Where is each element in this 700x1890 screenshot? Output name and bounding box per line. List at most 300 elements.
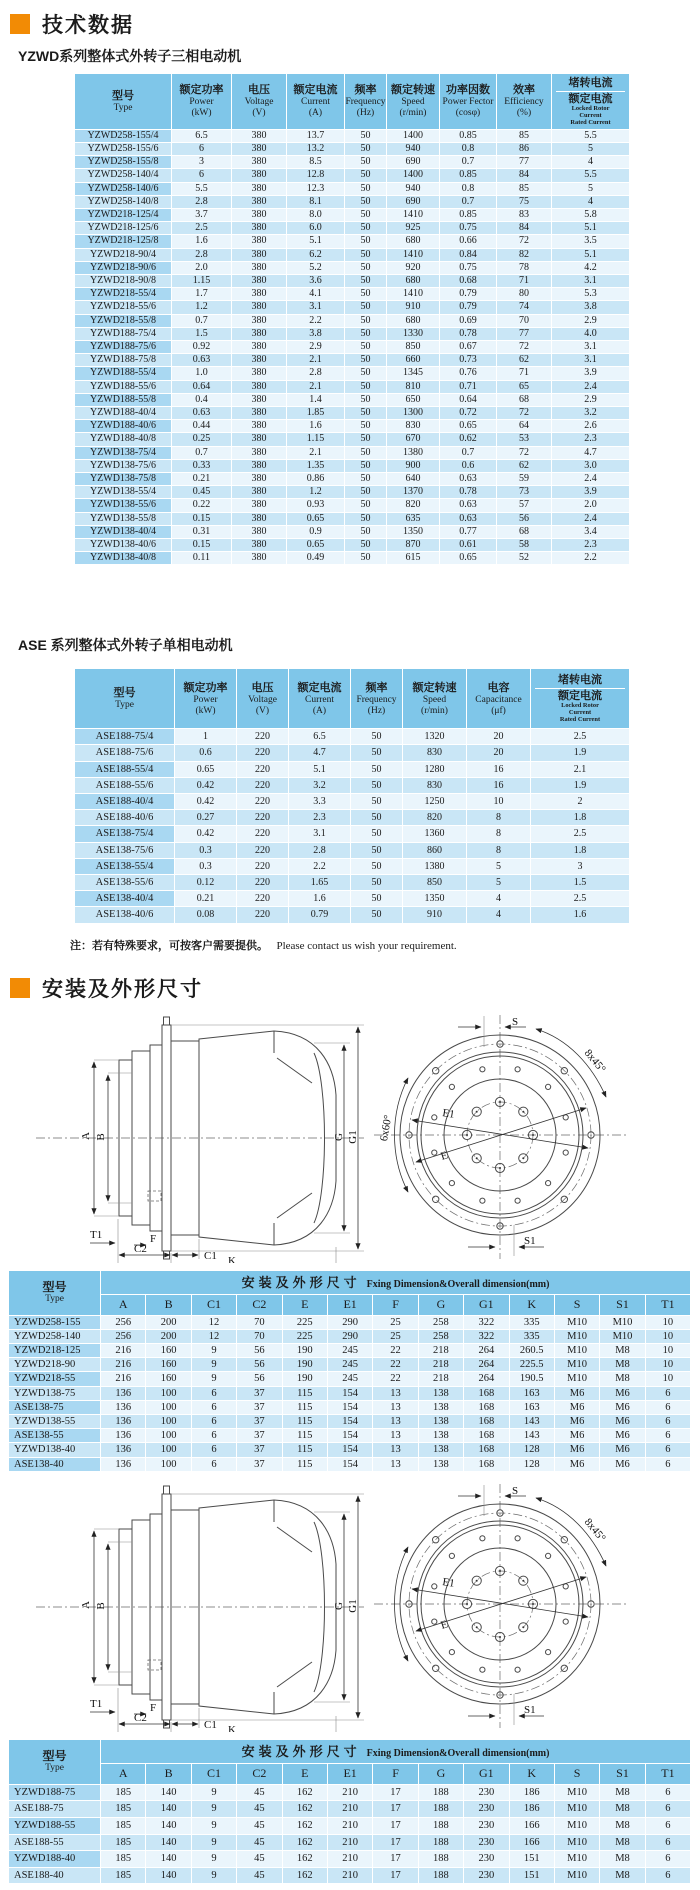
- table-row: [75, 407, 630, 420]
- cell-value: 0.45: [172, 486, 232, 499]
- cell-value: 13.7: [287, 130, 345, 143]
- cell-type: YZWD258-140/8: [75, 196, 172, 209]
- cell-type: YZWD138-40/6: [75, 539, 172, 552]
- cell-value: 50: [345, 433, 387, 446]
- cell-type: ASE138-40: [9, 1458, 101, 1472]
- motor-dimension-drawing: [22, 1013, 672, 1263]
- cell-value: 5: [552, 143, 630, 156]
- cell-value: 0.84: [440, 249, 497, 262]
- table-row: [75, 473, 630, 486]
- table-row: [9, 1415, 691, 1429]
- cell-type: ASE188-55: [9, 1835, 101, 1852]
- cell-value: 6: [646, 1785, 691, 1802]
- cell-value: 210: [328, 1801, 373, 1818]
- header-cn: 额定电流: [558, 690, 602, 703]
- cell-value: 0.7: [440, 156, 497, 169]
- cell-value: 1.65: [289, 875, 351, 891]
- cell-value: 138: [419, 1458, 464, 1472]
- cell-value: 2.8: [289, 843, 351, 859]
- cell-value: 6: [646, 1801, 691, 1818]
- cell-value: 830: [387, 420, 440, 433]
- cell-value: 380: [232, 473, 287, 486]
- cell-value: 1.35: [287, 460, 345, 473]
- cell-value: 3.4: [552, 526, 630, 539]
- cell-value: 13.2: [287, 143, 345, 156]
- table-row: [75, 433, 630, 446]
- cell-value: 160: [146, 1344, 191, 1358]
- cell-value: 136: [101, 1458, 146, 1472]
- column-header: F: [373, 1295, 418, 1316]
- dim-label-G1: G1: [347, 1129, 359, 1144]
- cell-type: YZWD188-75/6: [75, 341, 172, 354]
- cell-type: YZWD188-40: [9, 1851, 101, 1868]
- cell-value: 50: [345, 328, 387, 341]
- cell-value: 290: [328, 1330, 373, 1344]
- cell-type: ASE188-55/4: [75, 762, 175, 778]
- header-unit: (A): [308, 108, 323, 119]
- cell-value: 0.22: [172, 499, 232, 512]
- cell-value: 0.3: [175, 843, 237, 859]
- cell-value: 20: [467, 729, 531, 745]
- dim-label-C2: C2: [134, 1242, 147, 1255]
- cell-type: ASE138-75/6: [75, 843, 175, 859]
- installation-title: 安装及外形尺寸: [42, 977, 203, 1001]
- cell-value: 50: [345, 486, 387, 499]
- cell-value: 10: [646, 1330, 691, 1344]
- cell-value: 163: [510, 1387, 555, 1401]
- cell-value: 50: [351, 907, 403, 923]
- cell-value: 50: [345, 156, 387, 169]
- dim-label-E: E: [439, 1618, 450, 1632]
- cell-value: 9: [192, 1785, 237, 1802]
- cell-value: 820: [403, 810, 467, 826]
- cell-value: 5.8: [552, 209, 630, 222]
- cell-value: 335: [510, 1316, 555, 1330]
- cell-value: 1.9: [531, 778, 630, 794]
- cell-value: 220: [237, 859, 289, 875]
- cell-value: 140: [146, 1801, 191, 1818]
- cell-value: 0.64: [440, 394, 497, 407]
- table-body: [9, 1316, 691, 1472]
- cell-value: 50: [345, 249, 387, 262]
- cell-value: 115: [283, 1443, 328, 1457]
- cell-value: 83: [497, 209, 552, 222]
- cell-value: 220: [237, 843, 289, 859]
- cell-value: 200: [146, 1316, 191, 1330]
- table-row: [75, 130, 630, 143]
- column-header: [351, 669, 403, 729]
- cell-value: 100: [146, 1429, 191, 1443]
- table-row: [9, 1316, 691, 1330]
- cell-value: 6: [646, 1835, 691, 1852]
- cell-value: M10: [555, 1344, 600, 1358]
- header-cn: 功率因数: [446, 84, 490, 97]
- cell-value: 3.8: [552, 301, 630, 314]
- cell-type: YZWD218-90/6: [75, 262, 172, 275]
- cell-value: 2.3: [289, 810, 351, 826]
- cell-value: M10: [555, 1868, 600, 1885]
- header-en: Frequency: [345, 97, 386, 108]
- cell-value: M8: [600, 1358, 645, 1372]
- header-unit: (Hz): [356, 108, 375, 119]
- cell-value: M10: [555, 1851, 600, 1868]
- header-cn: 额定电流: [293, 84, 338, 97]
- dim-label-C2: C2: [134, 1711, 147, 1724]
- cell-value: 188: [419, 1868, 464, 1885]
- cell-value: 0.6: [175, 745, 237, 761]
- cell-value: 138: [419, 1415, 464, 1429]
- dim-label-K: K: [228, 1254, 236, 1263]
- cell-value: 1.6: [289, 891, 351, 907]
- column-header: [237, 669, 289, 729]
- dim-label-F: F: [150, 1232, 157, 1245]
- cell-value: 0.08: [175, 907, 237, 923]
- cell-value: 70: [237, 1316, 282, 1330]
- table-row: [75, 486, 630, 499]
- column-header: T1: [646, 1295, 691, 1316]
- cell-value: 940: [387, 143, 440, 156]
- cell-value: 380: [232, 235, 287, 248]
- cell-value: 1.4: [287, 394, 345, 407]
- cell-value: 1350: [387, 526, 440, 539]
- cell-type: ASE188-40: [9, 1868, 101, 1885]
- cell-value: 188: [419, 1818, 464, 1835]
- cell-value: 220: [237, 745, 289, 761]
- cell-value: 2.8: [287, 367, 345, 380]
- cell-value: 50: [345, 301, 387, 314]
- cell-value: 75: [497, 196, 552, 209]
- cell-value: 1.8: [531, 810, 630, 826]
- band-title-en: Fxing Dimension&Overall dimension(mm): [366, 1279, 550, 1291]
- cell-value: 1.5: [531, 875, 630, 891]
- table-row: [75, 810, 630, 826]
- cell-value: 22: [373, 1358, 418, 1372]
- cell-value: 168: [464, 1401, 509, 1415]
- cell-value: 128: [510, 1458, 555, 1472]
- band-title-cn: 安装及外形尺寸: [241, 1744, 361, 1760]
- cell-value: 1370: [387, 486, 440, 499]
- table-row: [75, 859, 630, 875]
- cell-value: 0.27: [175, 810, 237, 826]
- table-row: [75, 460, 630, 473]
- cell-value: 1350: [403, 891, 467, 907]
- table-row: [9, 1818, 691, 1835]
- cell-value: 185: [101, 1801, 146, 1818]
- column-header: G: [419, 1764, 464, 1785]
- cell-value: 50: [345, 275, 387, 288]
- cell-value: 22: [373, 1372, 418, 1386]
- table-row: [75, 301, 630, 314]
- cell-value: 830: [403, 745, 467, 761]
- cell-value: 220: [237, 729, 289, 745]
- cell-value: M10: [555, 1818, 600, 1835]
- cell-value: 0.42: [175, 826, 237, 842]
- cell-value: 322: [464, 1316, 509, 1330]
- cell-value: 2.8: [172, 196, 232, 209]
- cell-value: 17: [373, 1868, 418, 1885]
- cell-type: YZWD138-55: [9, 1415, 101, 1429]
- cell-value: 68: [497, 526, 552, 539]
- cell-value: 225: [283, 1316, 328, 1330]
- column-header: E1: [328, 1764, 373, 1785]
- dim-label-angle-right: 8x45°: [581, 1516, 608, 1544]
- header-unit: (kW): [195, 705, 216, 716]
- cell-value: 86: [497, 143, 552, 156]
- cell-value: 225: [283, 1330, 328, 1344]
- cell-value: 1320: [403, 729, 467, 745]
- cell-type: ASE188-75/6: [75, 745, 175, 761]
- cell-value: 615: [387, 552, 440, 565]
- type-column-header: [9, 1271, 101, 1316]
- cell-value: 850: [387, 341, 440, 354]
- cell-value: 9: [192, 1801, 237, 1818]
- cell-value: 100: [146, 1415, 191, 1429]
- header-unit: (μf): [491, 705, 506, 716]
- cell-value: 138: [419, 1401, 464, 1415]
- cell-value: 1380: [403, 859, 467, 875]
- cell-value: M6: [555, 1429, 600, 1443]
- cell-value: 380: [232, 394, 287, 407]
- cell-value: 37: [237, 1415, 282, 1429]
- cell-value: 216: [101, 1358, 146, 1372]
- header-en: Locked Rotor: [561, 702, 599, 710]
- cell-value: 16: [467, 778, 531, 794]
- cell-value: M8: [600, 1851, 645, 1868]
- cell-value: 4.7: [289, 745, 351, 761]
- cell-type: YZWD138-55/4: [75, 486, 172, 499]
- cell-value: 82: [497, 249, 552, 262]
- cell-value: 50: [351, 794, 403, 810]
- cell-value: 17: [373, 1801, 418, 1818]
- cell-value: 0.79: [440, 301, 497, 314]
- cell-value: 210: [328, 1785, 373, 1802]
- cell-value: 140: [146, 1835, 191, 1852]
- cell-value: 810: [387, 381, 440, 394]
- cell-value: 13: [373, 1415, 418, 1429]
- cell-value: 0.85: [440, 169, 497, 182]
- header-en: Current: [568, 709, 592, 717]
- cell-value: 190.5: [510, 1372, 555, 1386]
- cell-value: 8.1: [287, 196, 345, 209]
- cell-value: 0.4: [172, 394, 232, 407]
- column-header: E: [283, 1295, 328, 1316]
- cell-value: 59: [497, 473, 552, 486]
- column-header: [175, 669, 237, 729]
- cell-value: M8: [600, 1868, 645, 1885]
- cell-value: 220: [237, 891, 289, 907]
- cell-type: YZWD218-55/8: [75, 315, 172, 328]
- cell-value: 72: [497, 447, 552, 460]
- header-en: Locked Rotor: [571, 105, 610, 112]
- cell-value: 8: [467, 843, 531, 859]
- cell-value: 2.0: [552, 499, 630, 512]
- cell-value: 260.5: [510, 1344, 555, 1358]
- cell-value: 910: [403, 907, 467, 923]
- cell-value: 58: [497, 539, 552, 552]
- dim-label-S1: S1: [524, 1234, 536, 1247]
- cell-value: 168: [464, 1443, 509, 1457]
- cell-value: 0.85: [440, 130, 497, 143]
- cell-value: 218: [419, 1372, 464, 1386]
- cell-value: 50: [345, 143, 387, 156]
- header-cn: 电压: [248, 84, 270, 97]
- dim-label-E: E: [439, 1148, 450, 1163]
- cell-value: 80: [497, 288, 552, 301]
- cell-type: YZWD218-55: [9, 1372, 101, 1386]
- cell-value: 136: [101, 1443, 146, 1457]
- cell-value: 50: [351, 810, 403, 826]
- cell-value: 0.15: [172, 513, 232, 526]
- header-cn: 型号: [113, 687, 136, 700]
- header-en: Type: [45, 1293, 64, 1304]
- table-row: [75, 341, 630, 354]
- cell-value: 264: [464, 1358, 509, 1372]
- cell-value: 216: [101, 1372, 146, 1386]
- cell-value: 380: [232, 156, 287, 169]
- column-header: F: [373, 1764, 418, 1785]
- cell-value: 9: [192, 1358, 237, 1372]
- cell-value: 50: [345, 513, 387, 526]
- cell-value: 50: [351, 875, 403, 891]
- cell-value: 1.15: [287, 433, 345, 446]
- dim-label-S: S: [512, 1015, 519, 1028]
- cell-value: 190: [283, 1358, 328, 1372]
- cell-value: 168: [464, 1387, 509, 1401]
- cell-value: 2.4: [552, 381, 630, 394]
- header-unit: (V): [255, 705, 270, 716]
- cell-value: 2.9: [287, 341, 345, 354]
- cell-value: 6.2: [287, 249, 345, 262]
- cell-value: 4.2: [552, 262, 630, 275]
- cell-value: 6: [192, 1443, 237, 1457]
- cell-type: ASE138-55/6: [75, 875, 175, 891]
- cell-value: 6: [172, 143, 232, 156]
- cell-value: 0.64: [172, 381, 232, 394]
- cell-value: M6: [555, 1401, 600, 1415]
- cell-value: 5.5: [552, 169, 630, 182]
- table-row: [9, 1429, 691, 1443]
- dim-label-T1: T1: [90, 1697, 103, 1710]
- cell-type: ASE138-40/6: [75, 907, 175, 923]
- cell-value: 50: [351, 778, 403, 794]
- cell-value: M8: [600, 1344, 645, 1358]
- column-header: C1: [192, 1295, 237, 1316]
- cell-value: 100: [146, 1443, 191, 1457]
- cell-value: 380: [232, 460, 287, 473]
- cell-value: 290: [328, 1316, 373, 1330]
- cell-value: 0.33: [172, 460, 232, 473]
- dimension-table-2: [9, 1740, 691, 1885]
- dim-label-S1: S1: [524, 1703, 536, 1716]
- cell-value: 245: [328, 1358, 373, 1372]
- cell-value: 2.2: [287, 315, 345, 328]
- type-column-header: [9, 1740, 101, 1785]
- header-en: Speed: [401, 97, 425, 108]
- column-header: [345, 74, 387, 130]
- cell-value: 56: [237, 1344, 282, 1358]
- cell-value: 5.1: [552, 249, 630, 262]
- header-en: Speed: [422, 694, 447, 705]
- cell-type: YZWD188-75: [9, 1785, 101, 1802]
- cell-value: 0.25: [172, 433, 232, 446]
- cell-type: ASE188-75: [9, 1801, 101, 1818]
- cell-value: 3.3: [289, 794, 351, 810]
- cell-value: 0.65: [287, 539, 345, 552]
- note-chinese: 注：若有特殊要求，可按客户需要提供。: [70, 939, 268, 952]
- cell-value: 50: [345, 183, 387, 196]
- header-cn: 电容: [487, 681, 510, 694]
- note-english: Please contact us wish your requirement.: [276, 939, 457, 952]
- cell-value: 70: [497, 315, 552, 328]
- header-cn: 堵转电流: [556, 77, 625, 92]
- cell-value: 1.6: [531, 907, 630, 923]
- table-row: [75, 778, 630, 794]
- header-cn: 效率: [513, 84, 535, 97]
- cell-value: 380: [232, 209, 287, 222]
- column-header: [531, 669, 630, 729]
- cell-value: 850: [403, 875, 467, 891]
- cell-value: 78: [497, 262, 552, 275]
- cell-value: 6: [646, 1387, 691, 1401]
- table-row: [9, 1851, 691, 1868]
- column-header: C2: [237, 1295, 282, 1316]
- dim-label-E1: E1: [441, 1106, 456, 1121]
- cell-value: 0.7: [440, 447, 497, 460]
- table-row: [75, 381, 630, 394]
- dim-label-G: G: [333, 1601, 345, 1610]
- cell-value: 17: [373, 1785, 418, 1802]
- table-row: [75, 762, 630, 778]
- cell-value: 188: [419, 1851, 464, 1868]
- cell-value: 2.1: [531, 762, 630, 778]
- cell-value: 0.75: [440, 262, 497, 275]
- cell-value: 200: [146, 1330, 191, 1344]
- cell-type: ASE138-55: [9, 1429, 101, 1443]
- cell-value: 940: [387, 183, 440, 196]
- header-en: Power: [189, 97, 214, 108]
- cell-value: 50: [345, 235, 387, 248]
- cell-value: 50: [345, 209, 387, 222]
- header-cn: 型号: [112, 89, 134, 102]
- cell-value: 218: [419, 1344, 464, 1358]
- cell-value: 68: [497, 394, 552, 407]
- cell-value: 2.6: [552, 420, 630, 433]
- cell-value: 245: [328, 1372, 373, 1386]
- cell-value: 1380: [387, 447, 440, 460]
- cell-value: 2.4: [552, 513, 630, 526]
- cell-value: 154: [328, 1401, 373, 1415]
- cell-type: ASE138-40/4: [75, 891, 175, 907]
- cell-value: 50: [345, 130, 387, 143]
- cell-value: 380: [232, 143, 287, 156]
- cell-value: M10: [555, 1372, 600, 1386]
- cell-value: 216: [101, 1344, 146, 1358]
- cell-value: M10: [555, 1316, 600, 1330]
- cell-value: 0.42: [175, 778, 237, 794]
- cell-value: 45: [237, 1785, 282, 1802]
- cell-value: 12.3: [287, 183, 345, 196]
- cell-value: 830: [403, 778, 467, 794]
- column-header: B: [146, 1295, 191, 1316]
- orange-bullet-icon: [10, 978, 30, 998]
- cell-value: 2.9: [552, 394, 630, 407]
- column-header: [289, 669, 351, 729]
- cell-value: 50: [345, 420, 387, 433]
- cell-value: 70: [237, 1330, 282, 1344]
- table-row: [9, 1835, 691, 1852]
- cell-value: 154: [328, 1387, 373, 1401]
- cell-value: 50: [345, 526, 387, 539]
